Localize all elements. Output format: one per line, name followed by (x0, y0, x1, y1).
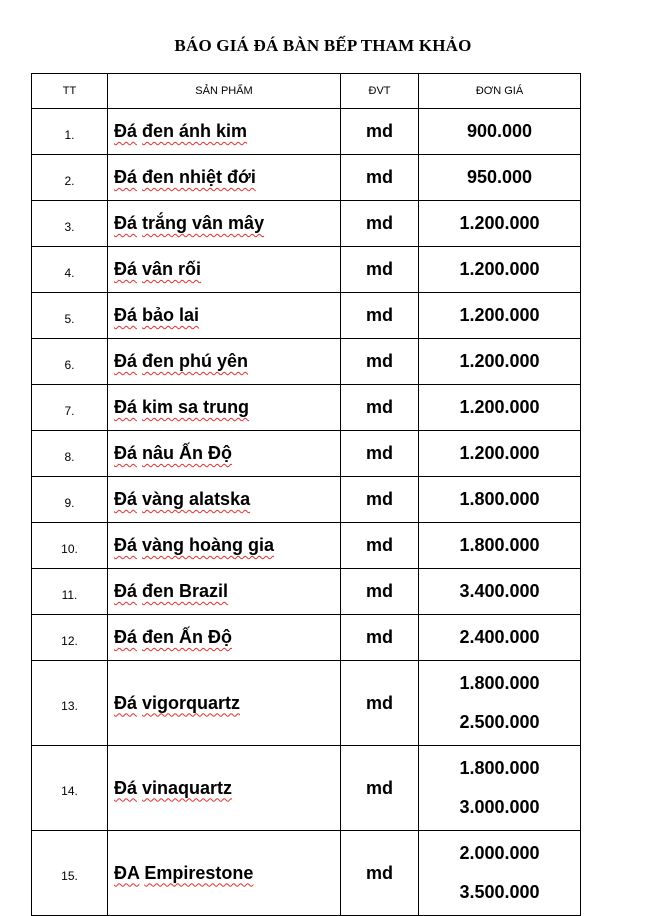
table-row (32, 523, 581, 569)
header-product: SẢN PHẨM (108, 74, 341, 109)
product-prefix: Đá (114, 581, 138, 601)
table-row (32, 477, 581, 523)
product-label: trắng vân mây (142, 213, 265, 233)
row-number: 6. (32, 339, 108, 385)
unit-cell: md (341, 109, 419, 155)
product-prefix: Đá (114, 305, 138, 325)
product-prefix: Đá (114, 397, 138, 417)
table-row (32, 109, 581, 155)
unit-cell: md (341, 523, 419, 569)
table-row (32, 385, 581, 431)
table-row (32, 831, 581, 916)
table-row (32, 746, 581, 831)
row-number: 9. (32, 477, 108, 523)
product-prefix: Đá (114, 121, 138, 141)
price-cell (419, 615, 581, 661)
product-label: bảo lai (142, 305, 200, 325)
product-name (108, 569, 341, 615)
product-name (108, 746, 341, 831)
unit-cell: md (341, 661, 419, 746)
price-value: 1.200.000 (459, 443, 540, 463)
price-value: 2.400.000 (459, 627, 540, 647)
product-prefix: Đá (114, 167, 138, 187)
price-value: 2.500.000 (459, 712, 540, 732)
price-cell (419, 201, 581, 247)
table-row (32, 155, 581, 201)
price-value: 3.500.000 (459, 882, 540, 902)
product-name (108, 247, 341, 293)
price-value: 900.000 (466, 121, 533, 141)
unit-cell: md (341, 569, 419, 615)
price-cell (419, 831, 581, 916)
price-value: 1.800.000 (459, 758, 540, 778)
price-cell (419, 569, 581, 615)
unit-cell: md (341, 746, 419, 831)
price-table (31, 73, 581, 916)
product-label: đen Ấn Độ (142, 627, 233, 647)
unit-cell: md (341, 247, 419, 293)
product-name (108, 339, 341, 385)
page-title: BÁO GIÁ ĐÁ BÀN BẾP THAM KHẢO (174, 36, 472, 55)
row-number: 12. (32, 615, 108, 661)
product-label: đen Brazil (142, 581, 229, 601)
row-number: 15. (32, 831, 108, 916)
price-cell (419, 523, 581, 569)
price-value: 1.200.000 (459, 213, 540, 233)
price-cell (419, 746, 581, 831)
product-name (108, 385, 341, 431)
product-name (108, 477, 341, 523)
row-number: 4. (32, 247, 108, 293)
product-name (108, 201, 341, 247)
price-value: 950.000 (466, 167, 533, 187)
row-number: 13. (32, 661, 108, 746)
table-row (32, 247, 581, 293)
table-header-row (32, 74, 581, 109)
header-unit: ĐVT (341, 74, 419, 109)
price-value: 1.800.000 (459, 535, 540, 555)
price-cell (419, 385, 581, 431)
table-row (32, 201, 581, 247)
product-label: đen ánh kim (142, 121, 248, 141)
product-label: vàng alatska (142, 489, 251, 509)
product-label: nâu Ấn Độ (142, 443, 233, 463)
price-cell (419, 339, 581, 385)
row-number: 7. (32, 385, 108, 431)
unit-cell: md (341, 339, 419, 385)
product-prefix: ĐA (114, 862, 140, 883)
product-name (108, 523, 341, 569)
product-prefix: Đá (114, 213, 138, 233)
unit-cell: md (341, 155, 419, 201)
unit-cell: md (341, 201, 419, 247)
table-row (32, 339, 581, 385)
product-prefix: Đá (114, 259, 138, 279)
unit-cell: md (341, 615, 419, 661)
header-price: ĐƠN GIÁ (419, 74, 581, 109)
product-prefix: Đá (114, 351, 138, 371)
price-cell (419, 155, 581, 201)
price-cell (419, 293, 581, 339)
price-cell (419, 661, 581, 746)
unit-cell: md (341, 831, 419, 916)
product-label: vinaquartz (142, 777, 233, 798)
table-row (32, 293, 581, 339)
table-row (32, 661, 581, 746)
row-number: 14. (32, 746, 108, 831)
price-value: 1.200.000 (459, 397, 540, 417)
product-name (108, 155, 341, 201)
price-cell (419, 431, 581, 477)
product-label: Empirestone (144, 862, 254, 883)
price-value: 1.800.000 (459, 489, 540, 509)
price-value: 3.400.000 (459, 581, 540, 601)
header-tt: TT (32, 74, 108, 109)
row-number: 11. (32, 569, 108, 615)
price-value: 1.200.000 (459, 305, 540, 325)
price-cell (419, 247, 581, 293)
price-value: 1.800.000 (459, 673, 540, 693)
product-prefix: Đá (114, 489, 138, 509)
row-number: 5. (32, 293, 108, 339)
row-number: 3. (32, 201, 108, 247)
price-cell (419, 477, 581, 523)
product-label: đen phú yên (142, 351, 249, 371)
unit-cell: md (341, 477, 419, 523)
row-number: 2. (32, 155, 108, 201)
row-number: 1. (32, 109, 108, 155)
product-prefix: Đá (114, 692, 138, 713)
product-label: vân rối (142, 259, 202, 279)
product-label: vàng hoàng gia (142, 535, 275, 555)
product-name (108, 109, 341, 155)
product-label: kim sa trung (142, 397, 250, 417)
product-name (108, 293, 341, 339)
product-prefix: Đá (114, 777, 138, 798)
unit-cell: md (341, 431, 419, 477)
product-name (108, 661, 341, 746)
product-label: vigorquartz (142, 692, 241, 713)
product-prefix: Đá (114, 443, 138, 463)
price-cell (419, 109, 581, 155)
price-value: 1.200.000 (459, 351, 540, 371)
table-row (32, 569, 581, 615)
unit-cell: md (341, 385, 419, 431)
product-name (108, 431, 341, 477)
row-number: 10. (32, 523, 108, 569)
product-prefix: Đá (114, 627, 138, 647)
product-name (108, 831, 341, 916)
product-prefix: Đá (114, 535, 138, 555)
price-value: 2.000.000 (459, 843, 540, 863)
price-value: 1.200.000 (459, 259, 540, 279)
product-name (108, 615, 341, 661)
unit-cell: md (341, 293, 419, 339)
table-row (32, 431, 581, 477)
row-number: 8. (32, 431, 108, 477)
table-row (32, 615, 581, 661)
product-label: đen nhiệt đới (142, 167, 256, 187)
price-value: 3.000.000 (459, 797, 540, 817)
